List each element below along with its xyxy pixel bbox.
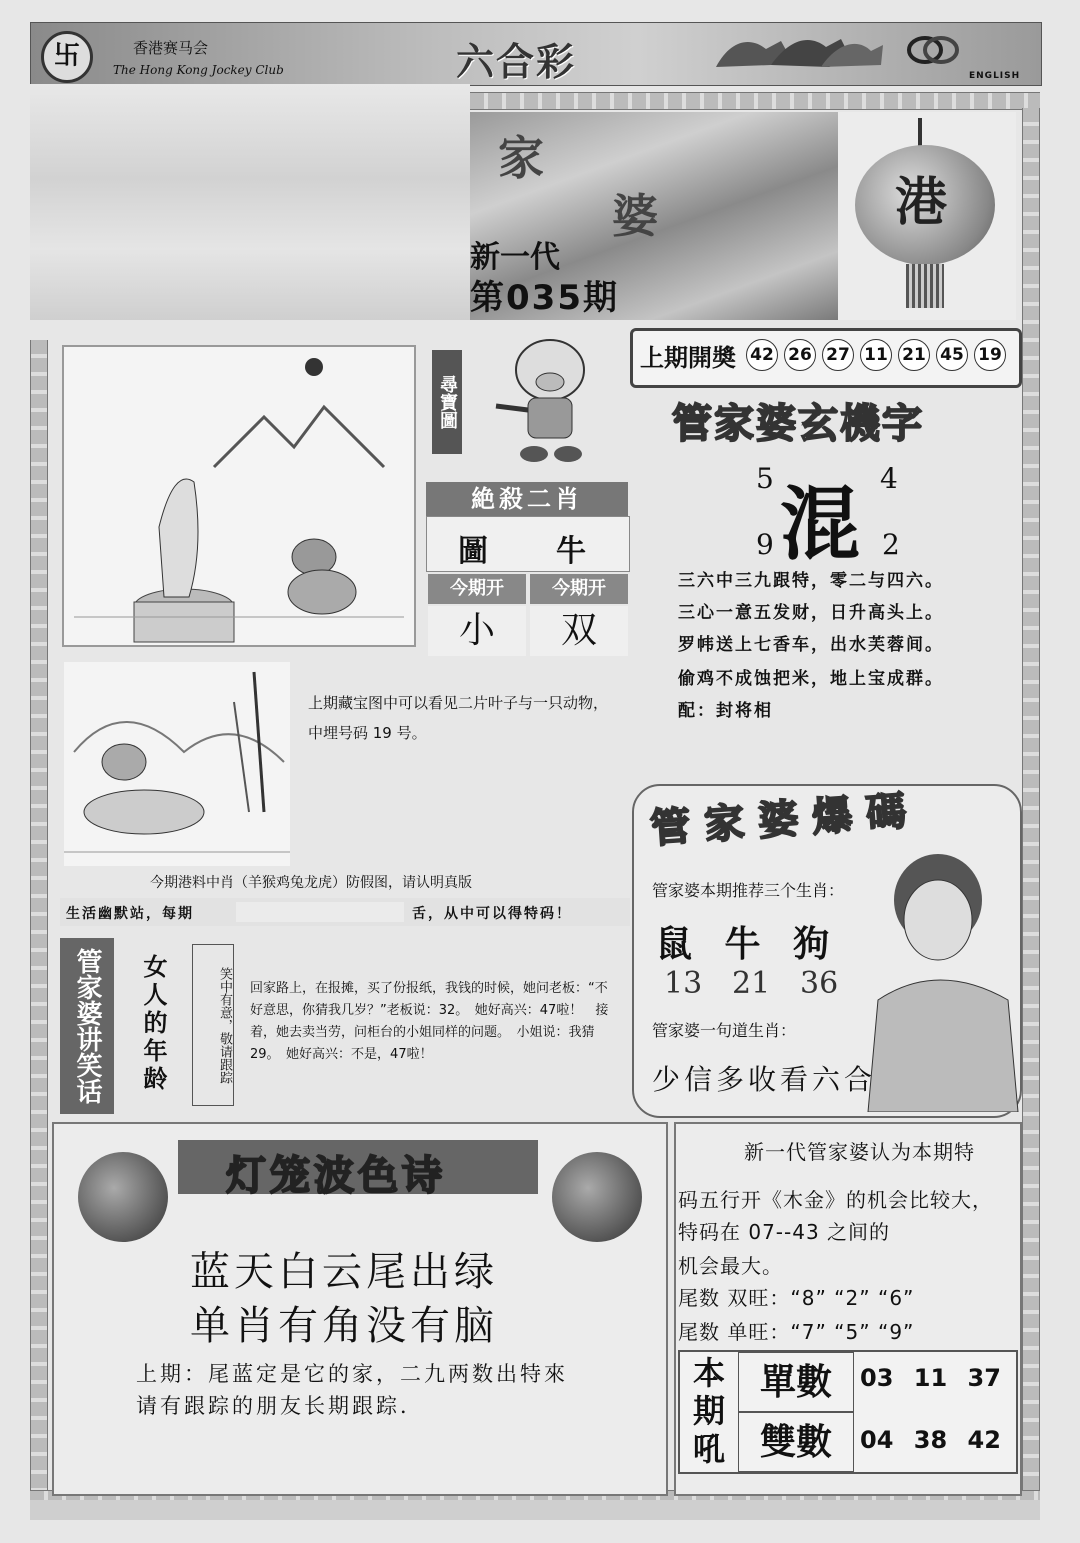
saying-label: 管家婆一句道生肖： <box>652 1021 797 1040</box>
mystery-corner-tl: 5 <box>756 462 774 495</box>
jockey-club-logo[interactable]: 卐 <box>41 31 93 83</box>
special-line: 机会最大。 <box>678 1254 783 1278</box>
banner-blurred-area <box>30 84 470 320</box>
lantern-string <box>918 118 922 148</box>
site-header <box>30 22 1042 86</box>
mark-six-logo <box>903 35 963 65</box>
saying-text: 少信多收看六合 <box>652 1063 877 1096</box>
draw-ball: 26 <box>784 339 816 371</box>
girl-portrait-image <box>858 850 1020 1112</box>
special-line: 新一代管家婆认为本期特 <box>744 1140 975 1164</box>
lantern-poem-follow: 请有跟踪的朋友长期跟踪． <box>136 1394 424 1418</box>
lotus-frog-image <box>64 662 290 866</box>
draw-ball: 21 <box>898 339 930 371</box>
bottom-shadow <box>30 1500 1040 1520</box>
kill-two-box <box>426 516 630 572</box>
left-lantern-icon <box>78 1152 168 1242</box>
mystery-corner-bl: 9 <box>756 528 774 561</box>
roar-label: 本期吼 <box>692 1354 725 1468</box>
even-label: 雙數 <box>738 1412 854 1472</box>
mystery-char: 混 <box>780 477 860 571</box>
recommend-intro: 管家婆本期推荐三个生肖： <box>652 881 845 900</box>
life-humor-left: 生活幽默站，每期 <box>66 906 194 922</box>
kill-two-title: 絶殺二肖 <box>426 482 628 516</box>
life-humor-right: 舌，从中可以得特码！ <box>412 906 572 922</box>
draw-ball: 19 <box>974 339 1006 371</box>
mark-six-title: 六合彩 <box>456 39 577 84</box>
this-open-label-2: 今期开 <box>530 574 628 604</box>
mystery-poem-line: 三心一意五发财，日升高头上。 <box>678 603 944 623</box>
mystery-match: 配：封将相 <box>678 701 773 721</box>
treasure-map-image <box>62 345 416 647</box>
left-pattern-border <box>30 340 48 1500</box>
mystery-poem-line: 三六中三九跟特，零二与四六。 <box>678 571 944 591</box>
racing-horses-image <box>711 29 886 75</box>
recommend-number: 36 <box>800 966 839 1001</box>
this-open-value-2: 双 <box>530 606 628 656</box>
org-name-cn: 香港赛马会 <box>133 39 209 57</box>
recommend-zodiacs: 鼠 牛 狗 <box>656 923 840 965</box>
special-line: 码五行开《木金》的机会比较大， <box>678 1188 993 1212</box>
mystery-poem-line: 偷鸡不成蚀把米，地上宝成群。 <box>678 669 944 689</box>
draw-ball: 11 <box>860 339 892 371</box>
draw-ball: 45 <box>936 339 968 371</box>
mystery-corner-br: 2 <box>882 528 900 561</box>
kill-zodiac-2: 牛 <box>556 534 586 569</box>
lantern-tassel <box>906 264 944 308</box>
top-pattern-border <box>470 92 1040 110</box>
kill-zodiac-1: 圖 <box>458 534 488 569</box>
right-lantern-icon <box>552 1152 642 1242</box>
draw-ball: 42 <box>746 339 778 371</box>
life-humor-mask <box>236 902 404 922</box>
draw-ball: 27 <box>822 339 854 371</box>
banner-title-char-1: 家 <box>498 131 544 185</box>
lantern-char: 港 <box>895 172 948 233</box>
even-numbers: 04 38 42 <box>860 1426 1001 1454</box>
lantern-poem-line-1: 蓝天白云尾出绿 <box>190 1249 498 1295</box>
odd-label: 單數 <box>738 1352 854 1412</box>
recommend-title: 管家婆爆碼 <box>648 786 922 853</box>
mystery-word-title: 管家婆玄機字 <box>672 400 924 447</box>
banner-generation: 新一代 <box>470 240 560 275</box>
last-draw-label: 上期開奬 <box>640 343 736 372</box>
joke-note: 笑中有意，敬请跟踪 <box>192 944 234 1106</box>
org-name-en: The Hong Kong Jockey Club <box>113 63 284 77</box>
lantern-poem-line-2: 单肖有角没有脑 <box>190 1303 498 1349</box>
recommend-number: 21 <box>732 966 771 1001</box>
joke-text: 回家路上，在报摊，买了份报纸，我钱的时候，她问老板：“不好意思，你猜我几岁？”老板说：32。 她好高兴：47啦！ 接着，她去卖当劳，问柜台的小姐同样的问题。 小姐说：我猜29。 她好高兴：不是，47啦！ <box>250 981 609 1062</box>
special-line: 尾数 双旺：“8” “2” “6” <box>678 1286 915 1310</box>
banner-title-char-2: 婆 <box>612 189 658 243</box>
pig-mascot-image <box>490 330 600 465</box>
riddle-caption: 今期港料中肖（羊猴鸡兔龙虎）防假图，请认明真版 <box>150 875 472 891</box>
this-open-label-1: 今期开 <box>428 574 526 604</box>
riddle-text: 上期藏宝图中可以看见二片叶子与一只动物，中埋号码 19 号。 <box>308 694 609 742</box>
odd-numbers: 03 11 37 <box>860 1364 1001 1392</box>
lantern-poem-previous: 上期：尾蓝定是它的家，二九两数出特來 <box>136 1362 568 1386</box>
recommend-number: 13 <box>664 966 703 1001</box>
right-pattern-border <box>1022 108 1040 1500</box>
seek-treasure-label: 尋寶圖 <box>432 350 462 454</box>
lantern-poem-title: 灯笼波色诗 <box>226 1153 446 1199</box>
special-line: 特码在 07--43 之间的 <box>678 1220 891 1244</box>
mystery-corner-tr: 4 <box>880 462 898 495</box>
mystery-poem-line: 罗帏送上七香车，出水芙蓉间。 <box>678 635 944 655</box>
joke-section-label: 管家婆讲笑话 <box>60 938 114 1114</box>
banner-issue: 第035期 <box>470 278 619 318</box>
this-open-value-1: 小 <box>428 606 526 656</box>
joke-title: 女人的年龄 <box>139 954 168 1094</box>
special-line: 尾数 单旺：“7” “5” “9” <box>678 1320 915 1344</box>
english-link[interactable]: ENGLISH <box>969 71 1021 81</box>
